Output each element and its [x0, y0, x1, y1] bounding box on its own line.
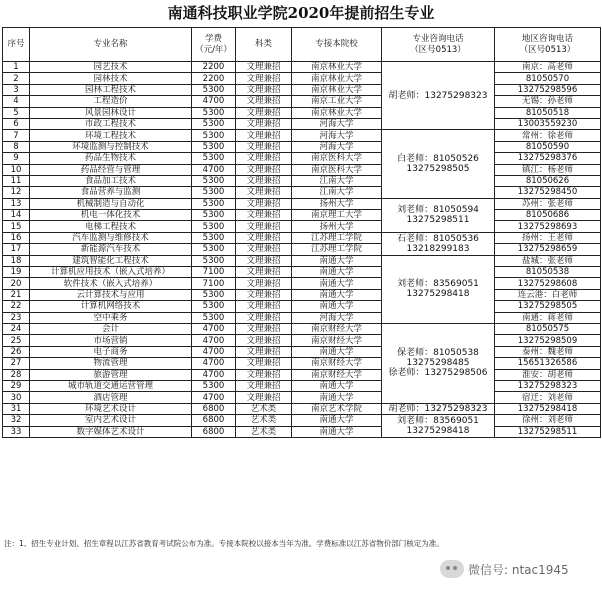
- category: 文理兼招: [236, 84, 292, 95]
- row-number: 10: [3, 164, 30, 175]
- category: 文理兼招: [236, 289, 292, 300]
- category: 文理兼招: [236, 323, 292, 334]
- major-contact-phone: 刘老师：83569051 13275298418: [382, 255, 495, 323]
- table-row: [3, 130, 601, 141]
- table-row: [3, 153, 601, 164]
- tuition-fee: 5300: [192, 141, 236, 152]
- region-contact-phone: 13003559230: [495, 118, 601, 129]
- table-row: [3, 335, 601, 346]
- major-name: 室内艺术设计: [30, 415, 192, 426]
- region-contact-phone: 81050570: [495, 73, 601, 84]
- table-row: [3, 84, 601, 95]
- tuition-fee: 4700: [192, 96, 236, 107]
- tuition-fee: 5300: [192, 301, 236, 312]
- category: 文理兼招: [236, 221, 292, 232]
- table-row: [3, 164, 601, 175]
- row-number: 1: [3, 62, 30, 73]
- region-contact-phone: 13275298608: [495, 278, 601, 289]
- tuition-fee: 5300: [192, 210, 236, 221]
- tuition-fee: 5300: [192, 198, 236, 209]
- region-contact-phone: 13275298376: [495, 153, 601, 164]
- partner-university: 河海大学: [292, 141, 382, 152]
- region-contact-phone: 镇江：杨老师: [495, 164, 601, 175]
- major-name: 建筑智能化工程技术: [30, 255, 192, 266]
- category: 文理兼招: [236, 278, 292, 289]
- row-number: 12: [3, 187, 30, 198]
- region-contact-phone: 81050575: [495, 323, 601, 334]
- tuition-fee: 5300: [192, 84, 236, 95]
- region-contact-phone: 13275298509: [495, 335, 601, 346]
- partner-university: 江南大学: [292, 175, 382, 186]
- region-contact-phone: 南京：高老师: [495, 62, 601, 73]
- region-contact-phone: 81050518: [495, 107, 601, 118]
- region-contact-phone: 苏州：张老师: [495, 198, 601, 209]
- partner-university: 河海大学: [292, 130, 382, 141]
- row-number: 4: [3, 96, 30, 107]
- table-row: [3, 232, 601, 243]
- table-row: [3, 187, 601, 198]
- region-contact-phone: 81050626: [495, 175, 601, 186]
- major-contact-phone: 刘老师：83569051 13275298418: [382, 415, 495, 438]
- partner-university: 河海大学: [292, 118, 382, 129]
- table-row: [3, 312, 601, 323]
- header-row: [3, 28, 601, 62]
- tuition-fee: 5300: [192, 107, 236, 118]
- table-body: [3, 62, 601, 438]
- partner-university: 南京林业大学: [292, 73, 382, 84]
- category: 文理兼招: [236, 267, 292, 278]
- region-contact-phone: 13275298505: [495, 301, 601, 312]
- category: 文理兼招: [236, 141, 292, 152]
- partner-university: 南通大学: [292, 380, 382, 391]
- major-name: 汽车监测与维修技术: [30, 232, 192, 243]
- table-row: [3, 289, 601, 300]
- tuition-fee: 4700: [192, 323, 236, 334]
- category: 艺术类: [236, 403, 292, 414]
- region-contact-phone: 13275298418: [495, 403, 601, 414]
- tuition-fee: 2200: [192, 73, 236, 84]
- major-name: 园艺技术: [30, 62, 192, 73]
- major-name: 云计算技术与应用: [30, 289, 192, 300]
- header-partner: 专接本院校: [292, 28, 382, 62]
- row-number: 14: [3, 210, 30, 221]
- tuition-fee: 5300: [192, 312, 236, 323]
- major-name: 电梯工程技术: [30, 221, 192, 232]
- partner-university: 扬州大学: [292, 221, 382, 232]
- region-contact-phone: 南通：蒋老师: [495, 312, 601, 323]
- row-number: 28: [3, 369, 30, 380]
- row-number: 30: [3, 392, 30, 403]
- region-contact-phone: 13275298323: [495, 380, 601, 391]
- region-contact-phone: 81050538: [495, 267, 601, 278]
- tuition-fee: 4700: [192, 164, 236, 175]
- region-contact-phone: 13275298511: [495, 426, 601, 437]
- table-row: [3, 175, 601, 186]
- table-row: [3, 141, 601, 152]
- major-name: 药品经营与管理: [30, 164, 192, 175]
- table-row: [3, 244, 601, 255]
- row-number: 11: [3, 175, 30, 186]
- row-number: 13: [3, 198, 30, 209]
- header-contact: 专业咨询电话 （区号0513）: [382, 28, 495, 62]
- major-name: 风景园林设计: [30, 107, 192, 118]
- category: 文理兼招: [236, 244, 292, 255]
- major-name: 环境工程技术: [30, 130, 192, 141]
- footnote: 注：1、招生专业计划、招生章程以江苏省教育考试院公布为准。专接本院校以接本当年为准。学费标准以江苏省物价部门核定为准。: [4, 539, 444, 548]
- category: 文理兼招: [236, 96, 292, 107]
- region-contact-phone: 13275298596: [495, 84, 601, 95]
- tuition-fee: 7100: [192, 278, 236, 289]
- wechat-icon: [440, 560, 464, 578]
- header-fee: 学费 （元/年）: [192, 28, 236, 62]
- tuition-fee: 5300: [192, 380, 236, 391]
- region-contact-phone: 15651326586: [495, 358, 601, 369]
- category: 文理兼招: [236, 130, 292, 141]
- tuition-fee: 5300: [192, 289, 236, 300]
- table-row: [3, 267, 601, 278]
- major-name: 环境监测与控制技术: [30, 141, 192, 152]
- major-name: 物流管理: [30, 358, 192, 369]
- category: 文理兼招: [236, 392, 292, 403]
- category: 文理兼招: [236, 358, 292, 369]
- category: 文理兼招: [236, 301, 292, 312]
- table-row: [3, 210, 601, 221]
- tuition-fee: 4700: [192, 358, 236, 369]
- region-contact-phone: 常州：徐老师: [495, 130, 601, 141]
- majors-table: [2, 27, 601, 438]
- header-seq: 序号: [3, 28, 30, 62]
- partner-university: 南通大学: [292, 255, 382, 266]
- row-number: 31: [3, 403, 30, 414]
- tuition-fee: 4700: [192, 346, 236, 357]
- row-number: 16: [3, 232, 30, 243]
- table-row: [3, 96, 601, 107]
- major-name: 会计: [30, 323, 192, 334]
- major-name: 药品生物技术: [30, 153, 192, 164]
- table-row: [3, 369, 601, 380]
- tuition-fee: 4700: [192, 335, 236, 346]
- partner-university: 南京财经大学: [292, 323, 382, 334]
- table-row: [3, 278, 601, 289]
- partner-university: 南京艺术学院: [292, 403, 382, 414]
- partner-university: 南京财经大学: [292, 358, 382, 369]
- row-number: 2: [3, 73, 30, 84]
- major-contact-phone: 石老师：81050536 13218299183: [382, 232, 495, 255]
- row-number: 8: [3, 141, 30, 152]
- region-contact-phone: 13275298450: [495, 187, 601, 198]
- major-name: 食品营养与监测: [30, 187, 192, 198]
- row-number: 5: [3, 107, 30, 118]
- partner-university: 南通大学: [292, 346, 382, 357]
- row-number: 15: [3, 221, 30, 232]
- major-contact-phone: 刘老师：81050594 13275298511: [382, 198, 495, 232]
- tuition-fee: 6800: [192, 415, 236, 426]
- major-name: 数字媒体艺术设计: [30, 426, 192, 437]
- category: 文理兼招: [236, 312, 292, 323]
- partner-university: 南通大学: [292, 392, 382, 403]
- tuition-fee: 5300: [192, 255, 236, 266]
- table-row: [3, 301, 601, 312]
- table-row: [3, 62, 601, 73]
- table-row: [3, 415, 601, 426]
- partner-university: 河海大学: [292, 312, 382, 323]
- tuition-fee: 5300: [192, 175, 236, 186]
- partner-university: 南通大学: [292, 415, 382, 426]
- table-row: [3, 221, 601, 232]
- major-name: 工程造价: [30, 96, 192, 107]
- table-row: [3, 107, 601, 118]
- table-row: [3, 403, 601, 414]
- category: 文理兼招: [236, 198, 292, 209]
- major-name: 计算机应用技术（嵌入式培养）: [30, 267, 192, 278]
- partner-university: 南京医科大学: [292, 164, 382, 175]
- table-row: [3, 358, 601, 369]
- region-contact-phone: 13275298693: [495, 221, 601, 232]
- page-title: 南通科技职业学院2020年提前招生专业: [167, 4, 435, 22]
- category: 文理兼招: [236, 369, 292, 380]
- row-number: 26: [3, 346, 30, 357]
- category: 文理兼招: [236, 175, 292, 186]
- category: 文理兼招: [236, 335, 292, 346]
- category: 文理兼招: [236, 153, 292, 164]
- region-contact-phone: 泰州：魏老师: [495, 346, 601, 357]
- wechat-watermark: [440, 560, 569, 578]
- table-row: [3, 118, 601, 129]
- category: 文理兼招: [236, 210, 292, 221]
- row-number: 29: [3, 380, 30, 391]
- partner-university: 南京医科大学: [292, 153, 382, 164]
- major-name: 电子商务: [30, 346, 192, 357]
- major-name: 机电一体化技术: [30, 210, 192, 221]
- category: 文理兼招: [236, 164, 292, 175]
- partner-university: 南京工业大学: [292, 96, 382, 107]
- category: 文理兼招: [236, 187, 292, 198]
- region-contact-phone: 无锡：孙老师: [495, 96, 601, 107]
- category: 文理兼招: [236, 62, 292, 73]
- table-row: [3, 346, 601, 357]
- major-name: 食品加工技术: [30, 175, 192, 186]
- partner-university: 南通大学: [292, 278, 382, 289]
- partner-university: 南京理工大学: [292, 210, 382, 221]
- row-number: 27: [3, 358, 30, 369]
- partner-university: 南京林业大学: [292, 84, 382, 95]
- header-category: 科类: [236, 28, 292, 62]
- major-name: 机械制造与自动化: [30, 198, 192, 209]
- table-row: [3, 73, 601, 84]
- partner-university: 江苏理工学院: [292, 244, 382, 255]
- tuition-fee: 5300: [192, 118, 236, 129]
- row-number: 32: [3, 415, 30, 426]
- table-row: [3, 380, 601, 391]
- partner-university: 南京财经大学: [292, 369, 382, 380]
- partner-university: 南通大学: [292, 426, 382, 437]
- watermark-text: 微信号: ntac1945: [468, 562, 569, 577]
- major-name: 市政工程技术: [30, 118, 192, 129]
- category: 文理兼招: [236, 255, 292, 266]
- major-name: 新能源汽车技术: [30, 244, 192, 255]
- region-contact-phone: 81050686: [495, 210, 601, 221]
- tuition-fee: 5300: [192, 130, 236, 141]
- category: 文理兼招: [236, 380, 292, 391]
- header-region: 地区咨询电话 （区号0513）: [495, 28, 601, 62]
- partner-university: 南京财经大学: [292, 335, 382, 346]
- major-name: 环境艺术设计: [30, 403, 192, 414]
- partner-university: 江南大学: [292, 187, 382, 198]
- row-number: 22: [3, 301, 30, 312]
- row-number: 21: [3, 289, 30, 300]
- table-row: [3, 198, 601, 209]
- major-name: 空中乘务: [30, 312, 192, 323]
- region-contact-phone: 徐州：刘老师: [495, 415, 601, 426]
- tuition-fee: 4700: [192, 392, 236, 403]
- row-number: 25: [3, 335, 30, 346]
- partner-university: 南京林业大学: [292, 62, 382, 73]
- row-number: 9: [3, 153, 30, 164]
- region-contact-phone: 盐城：张老师: [495, 255, 601, 266]
- major-name: 园林工程技术: [30, 84, 192, 95]
- row-number: 17: [3, 244, 30, 255]
- region-contact-phone: 淮安：胡老师: [495, 369, 601, 380]
- tuition-fee: 5300: [192, 153, 236, 164]
- tuition-fee: 5300: [192, 221, 236, 232]
- row-number: 3: [3, 84, 30, 95]
- region-contact-phone: 宿迁：刘老师: [495, 392, 601, 403]
- region-contact-phone: 扬州：王老师: [495, 232, 601, 243]
- tuition-fee: 4700: [192, 369, 236, 380]
- table-row: [3, 392, 601, 403]
- table-row: [3, 255, 601, 266]
- partner-university: 南通大学: [292, 289, 382, 300]
- row-number: 7: [3, 130, 30, 141]
- tuition-fee: 5300: [192, 244, 236, 255]
- tuition-fee: 2200: [192, 62, 236, 73]
- category: 文理兼招: [236, 73, 292, 84]
- table-row: [3, 323, 601, 334]
- category: 文理兼招: [236, 346, 292, 357]
- tuition-fee: 6800: [192, 426, 236, 437]
- major-name: 计算机网络技术: [30, 301, 192, 312]
- tuition-fee: 6800: [192, 403, 236, 414]
- major-contact-phone: 白老师：81050526 13275298505: [382, 130, 495, 198]
- partner-university: 江苏理工学院: [292, 232, 382, 243]
- row-number: 6: [3, 118, 30, 129]
- partner-university: 扬州大学: [292, 198, 382, 209]
- category: 文理兼招: [236, 107, 292, 118]
- partner-university: 南通大学: [292, 267, 382, 278]
- partner-university: 南京林业大学: [292, 107, 382, 118]
- row-number: 23: [3, 312, 30, 323]
- major-name: 园林技术: [30, 73, 192, 84]
- row-number: 20: [3, 278, 30, 289]
- major-contact-phone: 保老师：81050538 13275298485 徐老师：13275298506: [382, 323, 495, 403]
- major-name: 旅游管理: [30, 369, 192, 380]
- region-contact-phone: 13275298659: [495, 244, 601, 255]
- major-contact-phone: 胡老师：13275298323: [382, 62, 495, 130]
- row-number: 18: [3, 255, 30, 266]
- header-major: 专业名称: [30, 28, 192, 62]
- category: 文理兼招: [236, 118, 292, 129]
- category: 艺术类: [236, 426, 292, 437]
- tuition-fee: 7100: [192, 267, 236, 278]
- category: 文理兼招: [236, 232, 292, 243]
- major-name: 市场营销: [30, 335, 192, 346]
- major-name: 城市轨道交通运营管理: [30, 380, 192, 391]
- partner-university: 南通大学: [292, 301, 382, 312]
- row-number: 33: [3, 426, 30, 437]
- row-number: 19: [3, 267, 30, 278]
- row-number: 24: [3, 323, 30, 334]
- region-contact-phone: 连云港：白老师: [495, 289, 601, 300]
- region-contact-phone: 81050590: [495, 141, 601, 152]
- tuition-fee: 5300: [192, 232, 236, 243]
- table-row: [3, 426, 601, 437]
- category: 艺术类: [236, 415, 292, 426]
- major-name: 酒店管理: [30, 392, 192, 403]
- major-contact-phone: 胡老师：13275298323: [382, 403, 495, 414]
- major-name: 软件技术（嵌入式培养）: [30, 278, 192, 289]
- tuition-fee: 5300: [192, 187, 236, 198]
